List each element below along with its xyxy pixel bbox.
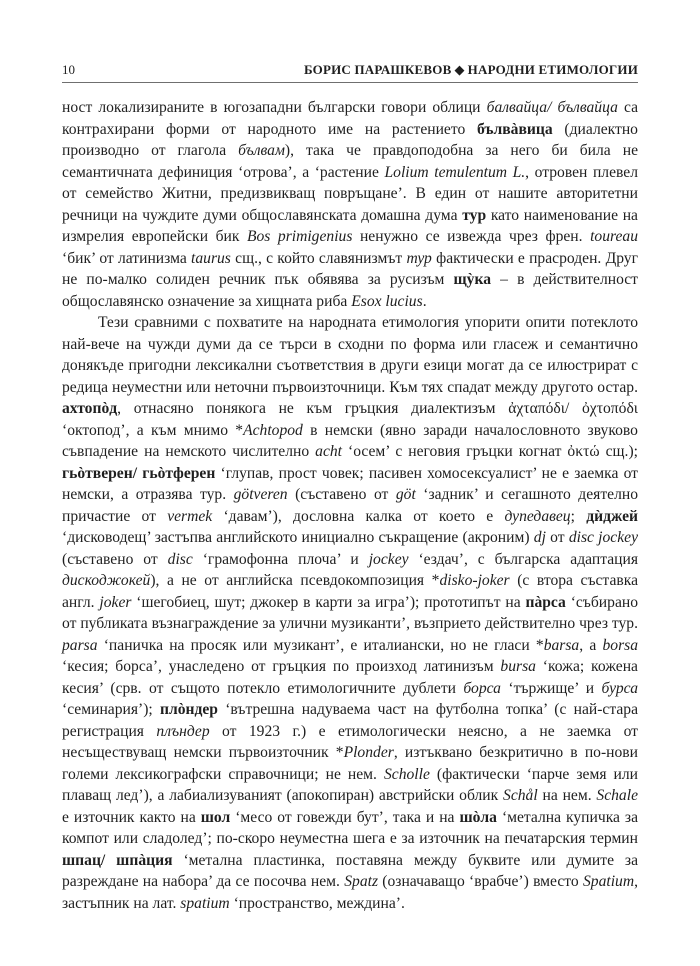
running-head-author: БОРИС ПАРАШКЕВОВ <box>303 62 452 77</box>
text-run: в немски (явно заради началословното звуково съвпадение на немското числително <box>62 421 638 460</box>
text-run: , отровен плевел от семейство Житни, предизвикващ повръщане’. В един от нашите авторитетни речници на чуждите думи общославянската домашна дума <box>62 163 638 224</box>
bold-term: щỳка <box>453 271 492 288</box>
text-run: , изтъквано безкритично в по-нови големи лексикографски справочници; не нем. <box>62 744 638 783</box>
text-run: ‘пространство, междина’. <box>229 894 405 912</box>
italic-term: балвайца/ бълвайца <box>486 99 618 116</box>
italic-term: бълвам <box>238 142 285 159</box>
italic-term: Bos primigenius <box>246 228 353 245</box>
italic-term: borsa <box>602 636 638 654</box>
text-run: ), а не от английска псевдокомпозиция * <box>150 572 440 589</box>
italic-term: Spatium <box>582 873 635 890</box>
text-run: Тези сравними с похватите на народната етимология упорити опити потеклото най-вече на чужди думи да се търси в сходни по форма или гласеж и семантично донякъде пригодни лексикални съответствия в други езици могат да се илюстрират с редица неуместни или неточни първоизточници. Към тях спадат между другото остар. <box>62 314 638 396</box>
text-run: , застъпник на лат. <box>62 873 638 912</box>
bold-term: шòла <box>459 808 497 826</box>
running-head-title: НАРОДНИ ЕТИМОЛОГИИ <box>467 62 638 77</box>
italic-term: disc jockey <box>568 529 638 546</box>
italic-term: dj <box>533 529 546 546</box>
italic-term: götveren <box>233 486 288 503</box>
text-run: ‘паничка на просяк или музикант’, е италиански, но не гласи * <box>97 636 544 654</box>
text-run: като наименование на измрелия европейски бик <box>62 206 638 245</box>
page-header <box>62 62 638 78</box>
text-run: ненужно се извежда чрез френ. <box>352 228 591 245</box>
text-run: ‘осем’ с неговия гръцки когнат ὀκτώ сщ.); <box>342 443 638 460</box>
page-number: 10 <box>62 62 75 77</box>
italic-term: parsa <box>62 636 98 654</box>
italic-term: vermek <box>167 507 213 525</box>
italic-term: борса <box>463 679 501 697</box>
italic-term: Spatz <box>344 873 379 890</box>
text-run: – в действителност общославянско означение за хищната риба <box>62 271 638 310</box>
text-run: ‘тържище’ и <box>500 679 602 697</box>
italic-term: плъндер <box>156 722 210 740</box>
text-run: , отнасяно понякога не към гръцкия диалектизъм ἀχταπόδι/ ὀχτοπόδι ‘октопод’, а към мнимо * <box>62 400 638 439</box>
paragraph <box>62 312 638 914</box>
text-run: е източник както на <box>62 808 201 826</box>
bold-term: шол <box>200 808 231 826</box>
italic-term: Schål <box>503 787 538 804</box>
text-run: от <box>545 529 569 546</box>
text-run: ), така че правдоподобна за него би била не семантичната дефиниция ‘отрова’, а ‘растение <box>62 142 638 181</box>
italic-term: бурса <box>601 679 638 697</box>
header-rule <box>62 82 638 83</box>
text-run: (с втора съставка англ. <box>62 572 638 611</box>
text-run: ‘кесия; борса’, унаследено от гръцкия по произход латинизъм <box>62 658 501 675</box>
text-run: от 1923 г.) е етимологически неясно, а не заемка от несъществуващ немски първоизточник * <box>62 722 638 761</box>
text-run: ‘семинария’); <box>62 701 160 718</box>
body-text <box>62 97 638 914</box>
text-run: ‘месо от говежди бут’, така и на <box>230 808 460 826</box>
text-run: (диалектно производно от глагола <box>62 120 638 159</box>
text-run: ; <box>570 507 587 525</box>
italic-term: toureau <box>590 228 638 245</box>
italic-term: Plonder <box>343 744 394 761</box>
paragraph <box>62 97 638 312</box>
text-run: ‘бик’ от латинизма <box>62 249 192 267</box>
italic-term: spatium <box>180 894 230 912</box>
text-run: ‘кожа; кожена кесия’ (срв. от същото потекло етимологичните дублети <box>62 658 638 697</box>
text-run: (съставено от <box>287 486 396 503</box>
text-run: . <box>422 292 427 310</box>
text-run: на нем. <box>537 787 597 804</box>
text-run: ‘ездач’, с българска адаптация <box>408 550 638 568</box>
text-run: ‘задник’ и сегашното деятелно причастие от <box>62 486 638 525</box>
bold-term: дѝджей <box>586 507 638 525</box>
italic-term: göt <box>395 486 416 503</box>
text-run: ‘дисководещ’ застъпва английското инициално съкращение (акроним) <box>62 529 534 546</box>
italic-term: disc <box>167 550 193 568</box>
text-run: ‘метална пластинка, поставяна между буквите или думите за разреждане на набора’ да се посочва нем. <box>62 851 638 890</box>
text-run: фактически е прасроден. Друг не по-малко солиден речник пък обявява за русизъм <box>62 249 638 288</box>
text-run: ‘вътрешна надуваема част на футболна топка’ (с най-стара регистрация <box>62 701 638 740</box>
running-head <box>304 62 638 78</box>
bold-term: тур <box>462 206 487 224</box>
italic-term: тур <box>406 249 432 267</box>
italic-term: taurus <box>191 249 231 267</box>
italic-term: Achtopod <box>243 421 303 439</box>
text-run: ност локализираните в югозападни български говори облици <box>62 99 487 116</box>
italic-term: acht <box>315 443 342 460</box>
italic-term: дупедавец <box>504 507 571 525</box>
italic-term: дискоджокей <box>62 572 151 589</box>
bold-term: плòндер <box>159 701 218 718</box>
text-run: (означаващо ‘врабче’) вместо <box>378 873 583 890</box>
text-run: ‘глупав, прост човек; пасивен хомосексуалист’ не е заемка от немски, а отразява тур. <box>62 464 638 503</box>
bold-term: ахтопòд <box>62 400 118 417</box>
italic-term: disko-joker <box>439 572 510 589</box>
bold-term: пàрса <box>525 593 566 611</box>
italic-term: barsa <box>543 636 580 654</box>
text-run: (фактически ‘парче земя или плаващ лед’), а лабиализуваният (апокопиран) австрийски облик <box>62 765 639 804</box>
text-run: (съставено от <box>62 550 168 568</box>
italic-term: Schale <box>596 787 638 804</box>
text-run: , а <box>579 636 603 654</box>
text-run: са контрахирани форми от народното име на растението <box>62 99 638 138</box>
bold-term: бълвàвица <box>477 120 553 138</box>
italic-term: jockey <box>368 550 409 568</box>
italic-term: Esox lucius <box>351 292 423 310</box>
italic-term: joker <box>99 593 132 611</box>
text-run: сщ., с който славянизмът <box>230 249 407 267</box>
text-run: ‘шегобиец, шут; джокер в карти за игра’); прототипът на <box>131 593 526 611</box>
italic-term: Scholle <box>383 765 430 783</box>
diamond-separator-icon: ◆ <box>454 62 465 77</box>
text-run: ‘събирано от публиката възнаграждение за улични музиканти’, възприето действително чрез тур. <box>62 593 639 632</box>
italic-term: bursa <box>500 658 536 675</box>
italic-term: Lolium temulentum L. <box>384 163 526 181</box>
bold-term: шпац/ шпàция <box>62 851 173 869</box>
text-run: ‘метална купичка за компот или сладолед’; по-скоро неуместна шега е за източник на печатарския термин <box>62 808 639 847</box>
bold-term: гьòтверен/ гьòтферен <box>62 464 216 482</box>
text-run: ‘давам’), дословна калка от което е <box>212 507 505 525</box>
text-run: ‘грамофонна плоча’ и <box>192 550 369 568</box>
